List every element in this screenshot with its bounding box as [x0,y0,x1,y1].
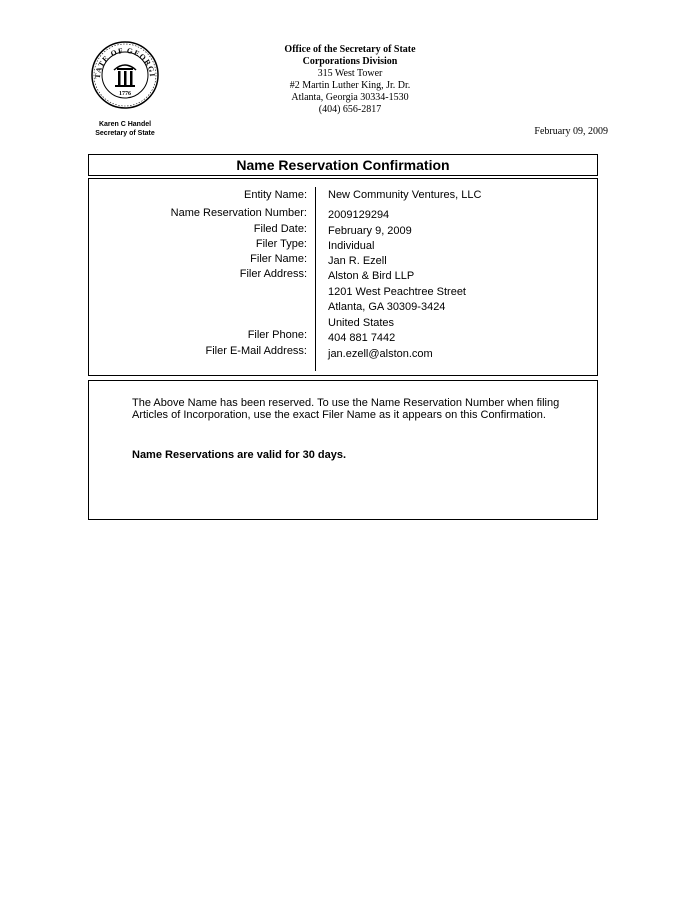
validity-notice: Name Reservations are valid for 30 days. [132,449,346,461]
filer-phone-value: 404 881 7442 [328,332,396,344]
details-divider [315,187,316,371]
notice-box [88,380,598,520]
address-line-2: #2 Martin Luther King, Jr. Dr. [289,80,411,91]
filer-address-line: 1201 West Peachtree Street [328,286,466,298]
filed-date-value: February 9, 2009 [328,225,412,237]
notice-text: The Above Name has been reserved. To use the Name Reservation Number when filing Articles of Incorporation, use the exact Filer Name as it appears on this Confirmation. [132,397,560,421]
reservation-number-label: Name Reservation Number: [170,207,307,219]
address-line-1: 315 West Tower [317,68,383,79]
filer-address-line: Alston & Bird LLP [328,270,415,282]
state-seal [90,40,160,110]
filer-email-label: Filer E-Mail Address: [205,345,307,357]
office-phone: (404) 656-2817 [318,104,382,115]
filer-name-value: Jan R. Ezell [328,255,387,267]
office-header [200,44,500,116]
filed-date-label: Filed Date: [253,223,307,235]
filer-type-label: Filer Type: [255,238,307,250]
division-name: Corporations Division [302,56,398,67]
details-box [88,178,598,376]
filer-type-value: Individual [328,240,375,252]
seal-year: 1776 [119,91,131,97]
document-date: February 09, 2009 [534,126,608,137]
secretary-block [80,120,170,138]
filer-phone-label: Filer Phone: [247,329,307,341]
secretary-name: Karen C Handel [98,121,152,128]
filer-address-line: Atlanta, GA 30309-3424 [328,301,446,313]
office-title: Office of the Secretary of State [284,44,416,55]
filer-email-value: jan.ezell@alston.com [328,348,433,360]
address-line-3: Atlanta, Georgia 30334-1530 [291,92,409,103]
secretary-title: Secretary of State [95,130,155,137]
filer-address-line: United States [328,317,395,329]
entity-name-value: New Community Ventures, LLC [328,189,482,201]
seal-text-top: TATE OF GEORGI [92,45,158,79]
page-title: Name Reservation Confirmation [88,154,598,176]
filer-name-label: Filer Name: [250,253,307,265]
entity-name-label: Entity Name: [244,189,307,201]
filer-address-label: Filer Address: [239,268,307,280]
reservation-number-value: 2009129294 [328,209,390,221]
